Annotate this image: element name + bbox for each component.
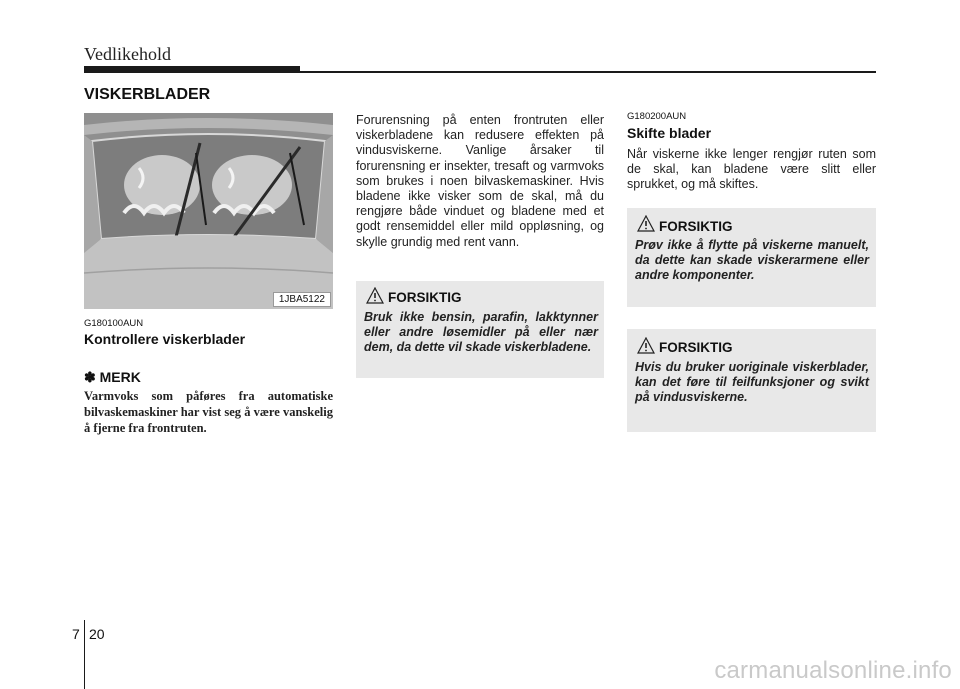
page-number: 20 [89,626,105,642]
body-paragraph: Forurensning på enten frontruten eller viskerbladene kan redusere effekten på vindusviskerne. Vanlige årsaker til forurensning er insekter, tresaft og varmvoks som brukes i noen bilvaskemaskiner. Hvis bladene ikke visker som de skal, må du rengjøre både vinduet og bladene med et godt rensemiddel eller mild oppløsning, og skylle grundig med rent vann. [356,113,604,249]
body-paragraph: Når viskerne ikke lenger rengjør ruten som de skal, kan bladene være slitt eller sprukket, og må skiftes. [627,147,876,192]
caution-box [627,208,876,307]
windshield-drawing [84,113,333,309]
caution-label: FORSIKTIG [388,290,462,305]
caution-text: Hvis du bruker uoriginale viskerblader, kan det føre til feilfunksjoner og svikt på vindusviskerne. [635,360,869,404]
section-code: G180100AUN [84,318,144,329]
header-rule-thick [84,66,300,73]
warning-triangle-icon [366,287,384,304]
figure-code: 1JBA5122 [273,292,331,307]
note-heading [84,369,141,386]
footer-rule [84,620,85,689]
caution-box [627,329,876,432]
caution-text: Bruk ikke bensin, parafin, lakktynner eller andre løsemidler på eller nær dem, da dette vil skade viskerbladene. [364,310,598,354]
star-cross-icon: ✽ [84,369,96,385]
section-code: G180200AUN [627,111,687,122]
running-header: Vedlikehold [84,44,171,64]
caution-box [356,281,604,378]
watermark: carmanualsonline.info [714,657,952,684]
warning-triangle-icon [637,215,655,232]
caution-text: Prøv ikke å flytte på viskerne manuelt, da dette kan skade viskerarmene eller andre komponenter. [635,238,869,282]
section-title: VISKERBLADER [84,86,211,103]
chapter-number: 7 [72,626,80,642]
caution-label: FORSIKTIG [659,219,733,234]
caution-label: FORSIKTIG [659,340,733,355]
windshield-illustration [84,113,333,309]
note-label: MERK [99,369,141,385]
subsection-heading: Skifte blader [627,125,712,141]
header-rule-thin [300,71,876,73]
subsection-heading: Kontrollere viskerblader [84,331,246,347]
note-body: Varmvoks som påføres fra automatiske bilvaskemaskiner har vist seg å være vanskelig å fjerne fra frontruten. [84,389,333,435]
warning-triangle-icon [637,337,655,354]
